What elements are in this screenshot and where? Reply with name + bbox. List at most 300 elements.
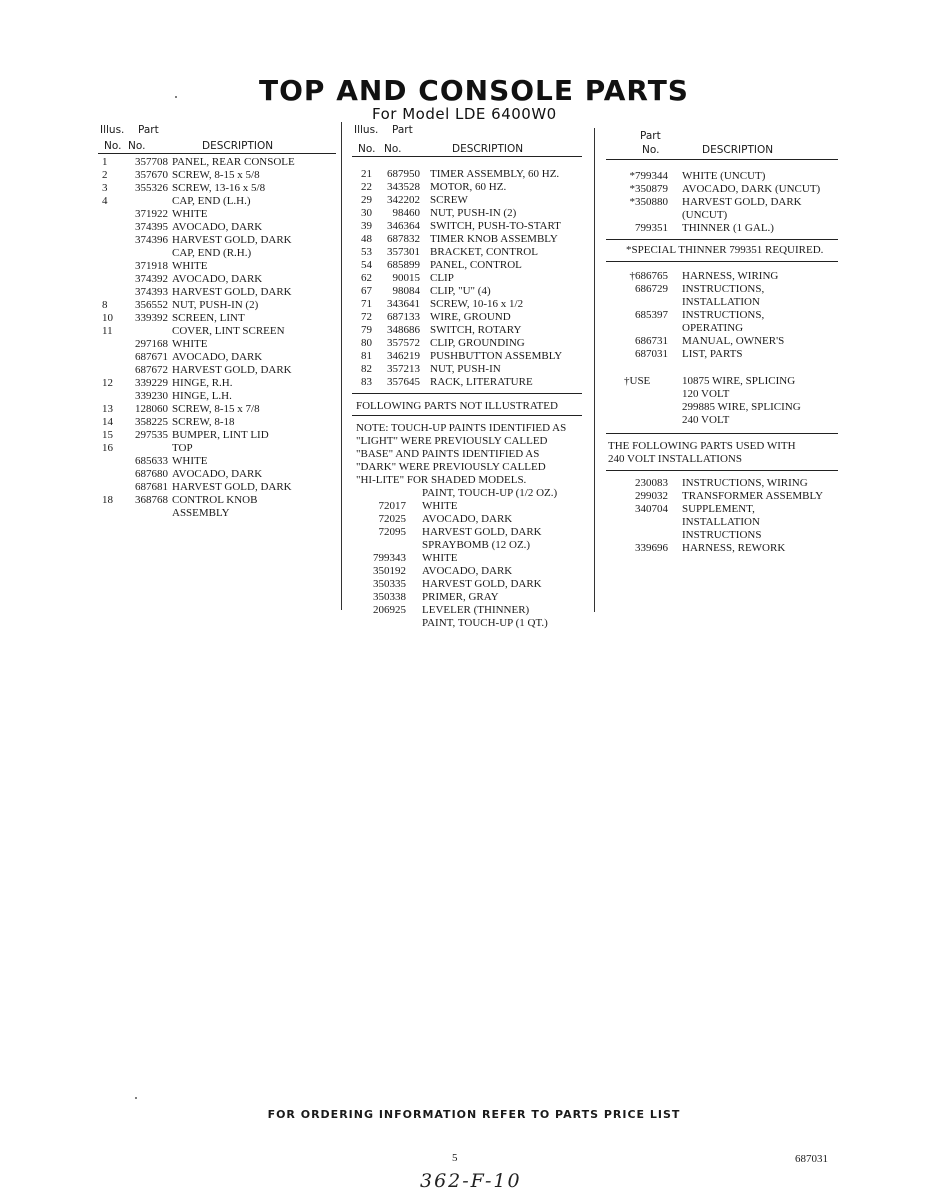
note-line: "DARK" WERE PREVIOUSLY CALLED [356,461,546,473]
part-description: SPRAYBOMB (12 OZ.) [422,539,531,551]
illus-number: 12 [102,377,113,389]
part-number: 342202 [387,194,420,206]
part-header: Part [138,124,159,136]
part-description: TRANSFORMER ASSEMBLY [682,490,824,502]
part-description: CAP, END (R.H.) [172,247,252,259]
description-header: DESCRIPTION [702,144,774,156]
table-row [352,513,582,526]
no-header: No. [384,143,402,155]
part-number: 350335 [373,578,406,590]
table-row [606,270,838,283]
table-row [98,390,336,403]
part-description: HARVEST GOLD, DARK [172,234,292,246]
part-number: 358225 [135,416,168,428]
touchup-note [356,422,582,487]
section-divider [606,470,838,471]
table-row [606,375,838,388]
table-row [98,234,336,247]
table-row [98,481,336,494]
speck [135,1097,137,1099]
description-header: DESCRIPTION [202,140,274,152]
part-number: 374395 [135,221,168,233]
parts-column-3 [606,130,838,555]
part-description: MOTOR, 60 HZ. [430,181,507,193]
table-row [352,604,582,617]
table-row [606,296,838,309]
table-row [98,377,336,390]
part-description: WHITE [172,338,208,350]
part-number: 206925 [373,604,406,616]
table-row [98,468,336,481]
part-description: PUSHBUTTON ASSEMBLY [430,350,563,362]
table-row [606,183,838,196]
part-description: HARVEST GOLD, DARK [172,364,292,376]
table-row [352,552,582,565]
table-row [98,325,336,338]
part-number: 339392 [135,312,168,324]
part-description: PANEL, REAR CONSOLE [172,156,295,168]
illus-number: 22 [361,181,372,193]
table-row [352,350,582,363]
table-row [352,298,582,311]
table-row [606,309,838,322]
table-row [606,529,838,542]
documentation-list [606,270,838,361]
illus-number: 82 [361,363,372,375]
part-number: 339229 [135,377,168,389]
part-number: 799351 [635,222,668,234]
240-volt-parts-list [606,477,838,555]
table-row [352,168,582,181]
part-number: 687133 [387,311,420,323]
part-description: SCREW, 8-15 x 5/8 [172,169,260,181]
part-number: 128060 [135,403,168,415]
table-row [352,272,582,285]
table-row [606,503,838,516]
illus-number: 14 [102,416,113,428]
part-description: TOP [172,442,193,454]
part-number: 686729 [635,283,668,295]
part-description: INSTRUCTIONS [682,529,762,541]
part-description: AVOCADO, DARK [172,221,263,233]
part-description: PRIMER, GRAY [422,591,499,603]
section-divider [606,433,838,434]
part-number: 687950 [387,168,420,180]
part-description: WHITE [172,455,208,467]
part-number: 346364 [387,220,420,232]
illus-number: 21 [361,168,372,180]
part-number: 297535 [135,429,168,441]
part-number: †USE [624,375,651,387]
note-line: "HI-LITE" FOR SHADED MODELS. [356,474,527,486]
table-row [98,416,336,429]
description-header: DESCRIPTION [452,143,524,155]
table-row [98,156,336,169]
part-description: WHITE [422,500,458,512]
part-number: 374392 [135,273,168,285]
illus-number: 67 [361,285,372,297]
touchup-list [352,487,582,630]
illus-number: 81 [361,350,372,362]
part-number: *350880 [629,196,668,208]
illus-number: 48 [361,233,372,245]
part-description: 240 VOLT [682,414,730,426]
column-header [98,124,336,156]
illus-number: 83 [361,376,372,388]
part-description: 10875 WIRE, SPLICING [682,375,796,387]
part-description: INSTALLATION [682,516,760,528]
part-number: 687680 [135,468,168,480]
part-number: 357213 [387,363,420,375]
table-row [98,182,336,195]
table-row [352,233,582,246]
table-row [98,312,336,325]
part-number: 687681 [135,481,168,493]
table-row [352,526,582,539]
table-row [352,181,582,194]
table-row [352,194,582,207]
part-description: HARVEST GOLD, DARK [172,481,292,493]
column-divider [594,128,595,612]
part-description: HARVEST GOLD, DARK [172,286,292,298]
part-description: HARNESS, REWORK [682,542,786,554]
illus-number: 11 [102,325,113,337]
parts-column-2 [352,124,582,630]
part-description: LEVELER (THINNER) [422,604,530,616]
no-header: No. [104,140,122,152]
illus-number: 71 [361,298,372,310]
page-number: 5 [452,1152,458,1164]
illus-number: 15 [102,429,113,441]
table-row [352,578,582,591]
part-description: INSTRUCTIONS, [682,309,765,321]
part-description: AVOCADO, DARK [422,513,513,525]
volt-note [608,440,838,466]
table-row [98,169,336,182]
part-description: SCREEN, LINT [172,312,245,324]
table-row [352,539,582,552]
illus-number: 29 [361,194,372,206]
table-row [606,335,838,348]
part-description: CONTROL KNOB [172,494,258,506]
illus-number: 3 [102,182,108,194]
table-row [352,311,582,324]
part-description: (UNCUT) [682,209,728,221]
part-number: 371922 [135,208,168,220]
part-description: THINNER (1 GAL.) [682,222,774,234]
part-description: CLIP [430,272,454,284]
illus-header: Illus. [354,124,379,136]
part-description: INSTRUCTIONS, [682,283,765,295]
part-description: PAINT, TOUCH-UP (1/2 OZ.) [422,487,558,499]
table-row [606,388,838,401]
part-number: 339696 [635,542,668,554]
illus-number: 54 [361,259,372,271]
table-row [98,208,336,221]
note-line: "BASE" AND PAINTS IDENTIFIED AS [356,448,540,460]
part-header: Part [640,130,661,142]
ordering-footer: FOR ORDERING INFORMATION REFER TO PARTS PRICE LIST [267,1108,681,1121]
part-number: *350879 [629,183,668,195]
part-description: CLIP, GROUNDING [430,337,525,349]
part-number: 72095 [378,526,406,538]
part-number: 357645 [387,376,420,388]
part-description: PAINT, TOUCH-UP (1 QT.) [422,617,548,629]
part-number: 687671 [135,351,168,363]
parts-column-1 [98,124,336,520]
table-row [98,338,336,351]
part-number: 686731 [635,335,668,347]
page-title: TOP AND CONSOLE PARTS [259,74,689,107]
illus-number: 1 [102,156,108,168]
part-description: SCREW, 8-15 x 7/8 [172,403,260,415]
table-row [98,299,336,312]
table-row [98,364,336,377]
note-line: THE FOLLOWING PARTS USED WITH [608,440,796,452]
part-number: 339230 [135,390,168,402]
table-row [98,247,336,260]
table-row [352,285,582,298]
table-row [606,196,838,209]
table-row [98,429,336,442]
part-header: Part [392,124,413,136]
part-number: 357572 [387,337,420,349]
table-row [98,442,336,455]
part-description: INSTALLATION [682,296,760,308]
illus-number: 62 [361,272,372,284]
part-description: AVOCADO, DARK [172,273,263,285]
part-description: HARVEST GOLD, DARK [682,196,802,208]
part-description: BRACKET, CONTROL [430,246,538,258]
note-line: 240 VOLT INSTALLATIONS [608,453,742,465]
part-number: 687672 [135,364,168,376]
part-number: 350192 [373,565,406,577]
part-description: AVOCADO, DARK [422,565,513,577]
column-header [606,130,838,160]
part-number: 299032 [635,490,668,502]
table-row [606,414,838,427]
part-number: 90015 [392,272,420,284]
document-number: 687031 [795,1153,828,1165]
part-description: WHITE [172,208,208,220]
part-description: 299885 WIRE, SPLICING [682,401,801,413]
header-rule [352,156,582,157]
table-row [98,260,336,273]
part-description: WIRE, GROUND [430,311,511,323]
table-row [606,322,838,335]
part-description: TIMER ASSEMBLY, 60 HZ. [430,168,560,180]
part-number: †686765 [629,270,668,282]
section-divider [352,393,582,394]
table-row [352,617,582,630]
table-row [98,403,336,416]
illus-number: 39 [361,220,372,232]
table-row [352,591,582,604]
part-description: SCREW, 8-18 [172,416,235,428]
handwritten-note: 362-F-10 [420,1170,522,1192]
part-description: SCREW, 13-16 x 5/8 [172,182,266,194]
part-number: 356552 [135,299,168,311]
table-row [352,500,582,513]
part-description: CLIP, "U" (4) [430,285,491,297]
part-description: NUT, PUSH-IN (2) [430,207,517,219]
part-number: 685899 [387,259,420,271]
touchup-gallon-list [606,170,838,235]
table-row [606,283,838,296]
illus-number: 18 [102,494,113,506]
part-description: CAP, END (L.H.) [172,195,251,207]
column-header [352,124,582,156]
part-description: SUPPLEMENT, [682,503,755,515]
part-description: ASSEMBLY [172,507,230,519]
part-number: 355326 [135,182,168,194]
table-row [352,376,582,389]
table-row [98,273,336,286]
part-number: 340704 [635,503,668,515]
part-number: 72017 [378,500,406,512]
part-description: HINGE, L.H. [172,390,232,402]
part-description: SCREW [430,194,468,206]
part-description: HARVEST GOLD, DARK [422,526,542,538]
part-description: SWITCH, PUSH-TO-START [430,220,561,232]
part-description: SWITCH, ROTARY [430,324,522,336]
illus-number: 2 [102,169,108,181]
part-number: 230083 [635,477,668,489]
header-rule [98,153,336,154]
note-line: "LIGHT" WERE PREVIOUSLY CALLED [356,435,548,447]
illus-number: 10 [102,312,113,324]
part-description: OPERATING [682,322,744,334]
part-number: *799344 [629,170,668,182]
table-row [98,195,336,208]
illus-number: 53 [361,246,372,258]
table-row [98,455,336,468]
part-description: AVOCADO, DARK [172,351,263,363]
special-thinner-note: *SPECIAL THINNER 799351 REQUIRED. [626,244,824,256]
part-number: 687832 [387,233,420,245]
table-row [606,542,838,555]
table-row [606,222,838,235]
part-description: INSTRUCTIONS, WIRING [682,477,808,489]
illus-number: 79 [361,324,372,336]
part-description: LIST, PARTS [682,348,743,360]
table-row [606,401,838,414]
table-row [352,259,582,272]
part-number: 98460 [392,207,420,219]
part-description: HINGE, R.H. [172,377,233,389]
part-description: WHITE (UNCUT) [682,170,766,182]
part-number: 343528 [387,181,420,193]
model-subtitle: For Model LDE 6400W0 [372,105,557,123]
part-number: 357670 [135,169,168,181]
part-description: HARVEST GOLD, DARK [422,578,542,590]
table-row [606,516,838,529]
part-description: TIMER KNOB ASSEMBLY [430,233,558,245]
part-number: 357301 [387,246,420,258]
illus-number: 30 [361,207,372,219]
no-header: No. [358,143,376,155]
illus-number: 4 [102,195,108,207]
part-number: 799343 [373,552,406,564]
part-description: NUT, PUSH-IN [430,363,501,375]
part-number: 346219 [387,350,420,362]
not-illustrated-heading: FOLLOWING PARTS NOT ILLUSTRATED [356,400,558,412]
part-description: RACK, LITERATURE [430,376,533,388]
part-description: COVER, LINT SCREEN [172,325,285,337]
section-divider [606,239,838,240]
part-description: MANUAL, OWNER'S [682,335,785,347]
parts-list [352,168,582,389]
table-row [606,348,838,361]
illus-header: Illus. [100,124,125,136]
part-number: 350338 [373,591,406,603]
table-row [606,490,838,503]
part-number: 374393 [135,286,168,298]
illus-number: 13 [102,403,113,415]
part-number: 368768 [135,494,168,506]
table-row [352,565,582,578]
part-number: 374396 [135,234,168,246]
table-row [352,487,582,500]
part-description: AVOCADO, DARK (UNCUT) [682,183,821,195]
part-number: 687031 [635,348,668,360]
table-row [352,207,582,220]
table-row [606,209,838,222]
table-row [606,170,838,183]
speck [175,96,177,98]
header-rule [606,159,838,160]
table-row [98,351,336,364]
illus-number: 72 [361,311,372,323]
part-number: 98084 [392,285,420,297]
section-divider [606,261,838,262]
table-row [98,507,336,520]
table-row [606,477,838,490]
part-number: 297168 [135,338,168,350]
part-number: 685633 [135,455,168,467]
table-row [352,337,582,350]
part-number: 343641 [387,298,420,310]
table-row [352,220,582,233]
illus-number: 80 [361,337,372,349]
table-row [98,494,336,507]
illus-number: 16 [102,442,113,454]
part-description: SCREW, 10-16 x 1/2 [430,298,524,310]
part-description: WHITE [172,260,208,272]
note-line: NOTE: TOUCH-UP PAINTS IDENTIFIED AS [356,422,567,434]
no-header: No. [128,140,146,152]
no-header: No. [642,144,660,156]
illus-number: 8 [102,299,108,311]
table-row [352,363,582,376]
part-description: HARNESS, WIRING [682,270,779,282]
part-number: 357708 [135,156,168,168]
table-row [98,286,336,299]
table-row [98,221,336,234]
part-description: PANEL, CONTROL [430,259,522,271]
splicing-wire-note [606,375,838,427]
table-row [352,246,582,259]
column-divider [341,122,342,610]
part-description: AVOCADO, DARK [172,468,263,480]
parts-list [98,156,336,520]
part-number: 348686 [387,324,420,336]
part-description: 120 VOLT [682,388,730,400]
part-description: BUMPER, LINT LID [172,429,269,441]
part-number: 371918 [135,260,168,272]
section-divider [352,415,582,416]
part-description: WHITE [422,552,458,564]
